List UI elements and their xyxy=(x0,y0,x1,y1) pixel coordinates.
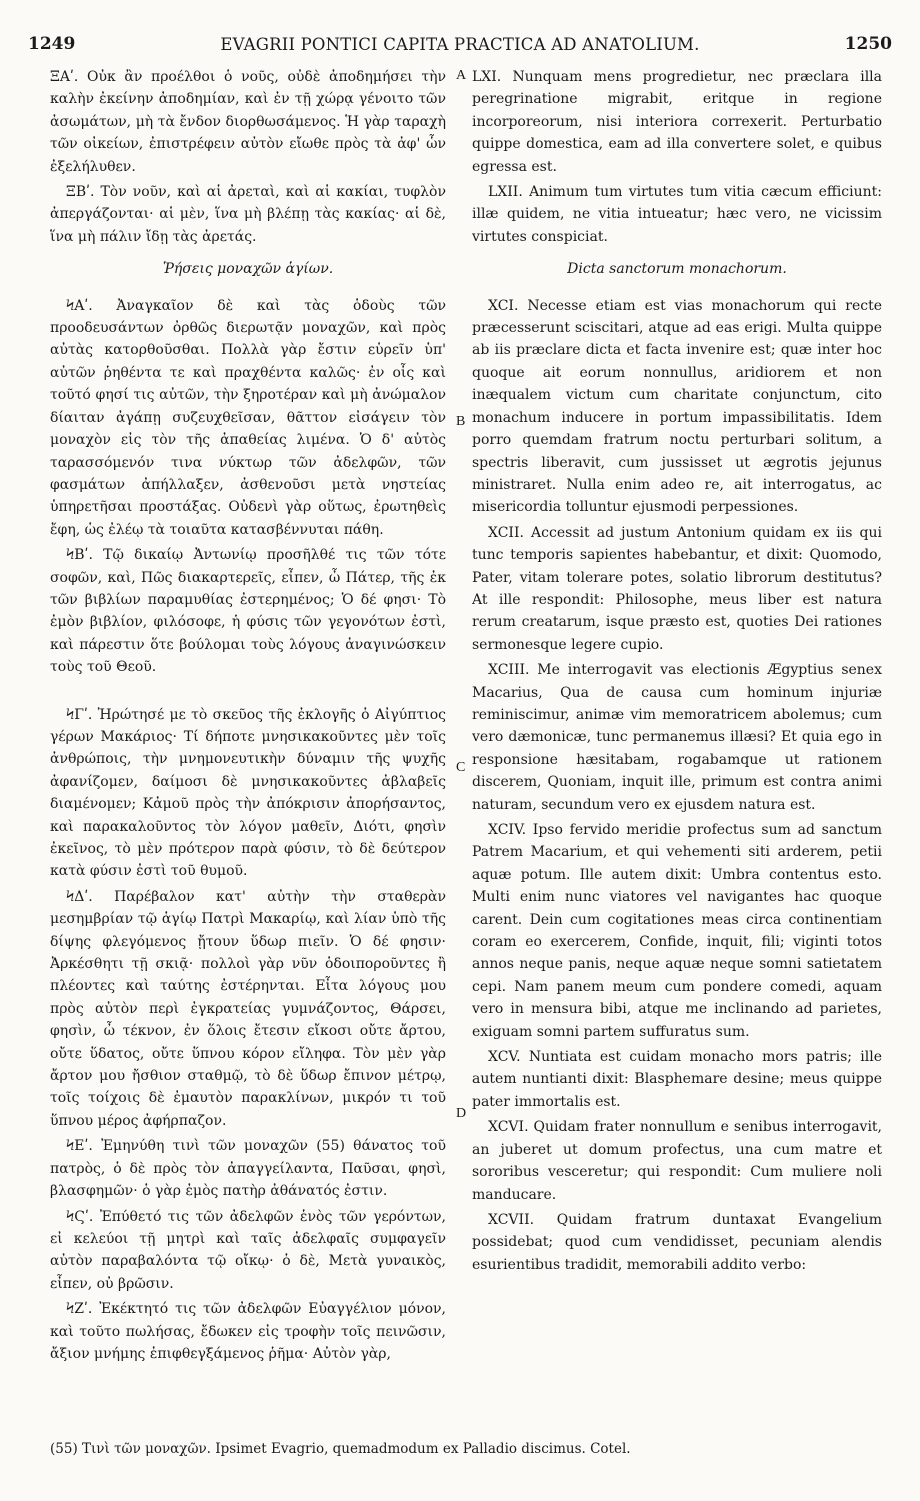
margin-letter-d: D xyxy=(456,1106,467,1121)
latin-column xyxy=(472,66,882,1426)
latin-paragraph: LXII. Animum tum virtutes tum vitia cæcum efficiunt: illæ quidem, ne vitia intueatur; hæc vero, ne vicissim virtutes conspiciat. xyxy=(472,184,882,245)
page-number-right: 1250 xyxy=(844,34,892,54)
greek-column xyxy=(50,66,446,1426)
greek-paragraph: ϞϚʹ. Ἐπύθετό τις τῶν ἀδελφῶν ἑνὸς τῶν γερόντων, εἰ κελεύοι τῇ μητρὶ καὶ ταῖς ἀδελφαῖς συμφαγεῖν αὐτὸν παραβαλόντα τῷ οἴκῳ· ὁ δὲ, Μετὰ γυναικὸς, εἶπεν, οὐ βρῶσιν. xyxy=(50,1208,446,1292)
greek-paragraph: ϞΒʹ. Τῷ δικαίῳ Ἀντωνίῳ προσῆλθέ τις τῶν τότε σοφῶν, καὶ, Πῶς διακαρτερεῖς, εἶπεν, ὦ Πάτερ, τῆς ἐκ τῶν βιβλίων παραμυθίας ἐστερημένος; Ὁ δέ φησι· Τὸ ἐμὸν βιβλίον, φιλόσοφε, ἡ φύσις τῶν γεγονότων ἐστὶ, καὶ πάρεστιν ὅτε βούλομαι τοὺς λόγους ἀναγινώσκειν τοὺς τοῦ Θεοῦ. xyxy=(50,547,446,676)
margin-letter-b: B xyxy=(456,414,466,429)
greek-paragraph: ΞΒʹ. Τὸν νοῦν, καὶ αἱ ἀρεταὶ, καὶ αἱ κακίαι, τυφλὸν ἀπεργάζονται· αἱ μὲν, ἵνα μὴ βλέπῃ τὰς κακίας· αἱ δὲ, ἵνα μὴ πάλιν ἴδῃ τὰς ἀρετάς. xyxy=(50,184,446,245)
latin-paragraph: XCV. Nuntiata est cuidam monacho mors patris; ille autem nuntianti dixit: Blasphemare desine; meus quippe pater immortalis est. xyxy=(472,1049,882,1110)
page-number-left: 1249 xyxy=(28,34,76,54)
page-header xyxy=(28,34,892,60)
spacer xyxy=(50,682,446,704)
greek-paragraph: ϞΔʹ. Παρέβαλον κατ' αὐτὴν τὴν σταθερὰν μεσημβρίαν τῷ ἁγίῳ Πατρὶ Μακαρίῳ, καὶ λίαν ὑπὸ τῆς δίψης φλεγόμενος ᾔτουν ὕδωρ πιεῖν. Ὁ δέ φησιν· Ἀρκέσθητι τῇ σκιᾷ· πολλοὶ γὰρ νῦν ὁδοιποροῦντες ἢ πλέοντες καὶ ταύτης ἐστέρηνται. Εἶτα λόγους μου πρὸς αὐτὸν περὶ ἐγκρατείας γυμνάζοντος, Θάρσει, φησὶν, ὦ τέκνον, ἐν ὅλοις ἔτεσιν εἴκοσι οὔτε ἄρτου, οὔτε ὕδατος, οὔτε ὕπνου κόρον εἴληφα. Τὸν μὲν γὰρ ἄρτον μου ἤσθιον σταθμῷ, τὸ δὲ ὕδωρ ἔπινον μέτρῳ, τοῖς τοίχοις δὲ ἐμαυτὸν παρακλίνων, μικρόν τι τοῦ ὕπνου μέρος ἀφήρπαζον. xyxy=(50,888,446,1129)
greek-paragraph: ϞΕʹ. Ἐμηνύθη τινὶ τῶν μοναχῶν (55) θάνατος τοῦ πατρὸς, ὁ δὲ πρὸς τὸν ἀπαγγείλαντα, Παῦσαι, φησὶ, βλασφημῶν· ὁ γὰρ ἐμὸς πατὴρ ἀθάνατός ἐστιν. xyxy=(50,1138,446,1200)
latin-paragraph: XCIII. Me interrogavit vas electionis Ægyptius senex Macarius, Qua de causa cum hominum injuriæ reminiscimur, animæ vim memoratricem abolemus; cum vero dæmonicæ, tunc permanemus illæsi? Et quia ego in responsione hæsitabam, rogabamque ut rationem discerem, Quoniam, inquit ille, primum est contra animi naturam, secundum vero ex ejusdem natura est. xyxy=(472,662,882,813)
latin-paragraph: XCI. Necesse etiam est vias monachorum qui recte præcesserunt sciscitari, atque ad eas erigi. Multa quippe ab iis præclare dicta et facta invenire est; quæ inter hoc quoque ait eorum nonnullus, aridiorem et non inæqualem victum cum charitate conjunctum, cito monachum inducere in portum impassibilitatis. Idem porro quemdam fratrum noctu perturbari solitum, a spectris liberavit, cum jussisset ut ægrotis jejunus ministraret. Nulla enim adeo re, ait interrogatus, ac misericordia tolluntur ejusmodi perpessiones. xyxy=(472,297,882,516)
running-title: EVAGRII PONTICI CAPITA PRACTICA AD ANATOLIUM. xyxy=(220,35,700,54)
latin-section-title: Dicta sanctorum monachorum. xyxy=(567,261,787,278)
greek-section-title: Ῥήσεις μοναχῶν ἁγίων. xyxy=(162,261,334,278)
margin-letter-c: C xyxy=(456,760,466,775)
footnote: (55) Τινὶ τῶν μοναχῶν. Ipsimet Evagrio, quemadmodum ex Palladio discimus. Cotel. xyxy=(50,1441,631,1457)
latin-paragraph: XCIV. Ipso fervido meridie profectus sum ad sanctum Patrem Macarium, et qui vehementi siti arderem, petii aquæ potum. Ille autem dixit: Umbra contentus esto. Multi enim nunc viatores vel navigantes hac quoque carent. Dein cum cogitationes meas circa continentiam coram eo exercerem, Confide, inquit, fili; viginti totos annos neque panis, neque aquæ neque somni satietatem cepi. Nam panem meum cum pondere comedi, aquam vero in mensura bibi, atque me inclinando ad parietes, exiguam somni partem suffuratus sum. xyxy=(472,822,882,1040)
greek-paragraph: ϞΖʹ. Ἐκέκτητό τις τῶν ἀδελφῶν Εὐαγγέλιον μόνον, καὶ τοῦτο πωλήσας, ἔδωκεν εἰς τροφὴν τοῖς πεινῶσιν, ἄξιον μνήμης ἐπιφθεγξάμενος ῥῆμα· Αὐτὸν γὰρ, xyxy=(50,1301,446,1362)
greek-paragraph: ϞΓʹ. Ἠρώτησέ με τὸ σκεῦος τῆς ἐκλογῆς ὁ Αἰγύπτιος γέρων Μακάριος· Τί δήποτε μνησικακοῦντες μὲν τοῖς ἀνθρώποις, τὴν μνημονευτικὴν δύναμιν τῆς ψυχῆς ἀφανίζομεν, δαίμοσι δὲ μνησικακοῦντες ἀβλαβεῖς διαμένομεν; Κἀμοῦ πρὸς τὴν ἀπόκρισιν ἀπορήσαντος, καὶ παρακαλοῦντος τὸν λόγον μαθεῖν, Διότι, φησὶν ἐκεῖνος, τὸ μὲν πρότερον παρὰ φύσιν, τὸ δὲ δεύτερον κατὰ φύσιν ἐστὶ τοῦ θυμοῦ. xyxy=(50,706,446,880)
latin-paragraph: XCII. Accessit ad justum Antonium quidam ex iis qui tunc temporis sapientes habebantur, et dixit: Quomodo, Pater, vitam tolerare potes, solatio librorum destitutus? At ille respondit: Philosophe, meus liber est natura rerum creatarum, isque præsto est, quoties Dei rationes sermonesque legere cupio. xyxy=(472,524,882,653)
greek-paragraph: ΞΑʹ. Οὐκ ἂν προέλθοι ὁ νοῦς, οὐδὲ ἀποδημήσει τὴν καλὴν ἐκείνην ἀποδημίαν, καὶ ἐν τῇ χώρᾳ γένοιτο τῶν ἀσωμάτων, μὴ τὰ ἔνδον διορθωσάμενος. Ἡ γὰρ ταραχὴ τῶν οἰκείων, ἐπιστρέφειν αὐτὸν εἴωθε πρὸς τὰ ἀφ' ὧν ἐξελήλυθεν. xyxy=(50,69,446,175)
greek-paragraph: ϞΑʹ. Ἀναγκαῖον δὲ καὶ τὰς ὁδοὺς τῶν προοδευσάντων ὀρθῶς διερωτᾷν μοναχῶν, καὶ πρὸς αὐτὰς κατορθοῦσθαι. Πολλὰ γὰρ ἔστιν εὑρεῖν ὑπ' αὐτῶν ῥηθέντα τε καὶ πραχθέντα καλῶς· ἐν οἷς καὶ τοῦτό φησί τις αὐτῶν, τὴν ξηροτέραν καὶ μὴ ἀνώμαλον δίαιταν ἀγάπῃ συζευχθεῖσαν, θᾶττον εἰσάγειν τὸν μοναχὸν εἰς τὸν τῆς ἀπαθείας λιμένα. Ὁ δ' αὐτὸς ταρασσόμενόν τινα νύκτωρ τῶν ἀδελφῶν, τῶν φασμάτων ἀπήλλαξεν, ἀσθενοῦσι μετὰ νηστείας ὑπηρετῆσαι προστάξας. Οὐδενὶ γὰρ οὕτως, ἐρωτηθεὶς ἔφη, ὡς ἐλέῳ τὰ τοιαῦτα κατασβέννυται πάθη. xyxy=(50,297,446,538)
latin-paragraph: XCVI. Quidam frater nonnullum e senibus interrogavit, an juberet ut domum profectus, una cum matre et sororibus vesceretur; qui respondit: Cum muliere noli manducare. xyxy=(472,1119,882,1203)
latin-paragraph: LXI. Nunquam mens progredietur, nec præclara illa peregrinatione migrabit, eritque in regione incorporeorum, nisi interiora correxerit. Perturbatio quippe domestica, eam ad illa convertere solet, e quibus egressa est. xyxy=(472,69,882,175)
latin-paragraph: XCVII. Quidam fratrum duntaxat Evangelium possidebat; quod cum vendidisset, pecuniam alendis esurientibus tradidit, memorabili addito verbo: xyxy=(472,1211,882,1273)
margin-letter-a: A xyxy=(456,68,467,83)
